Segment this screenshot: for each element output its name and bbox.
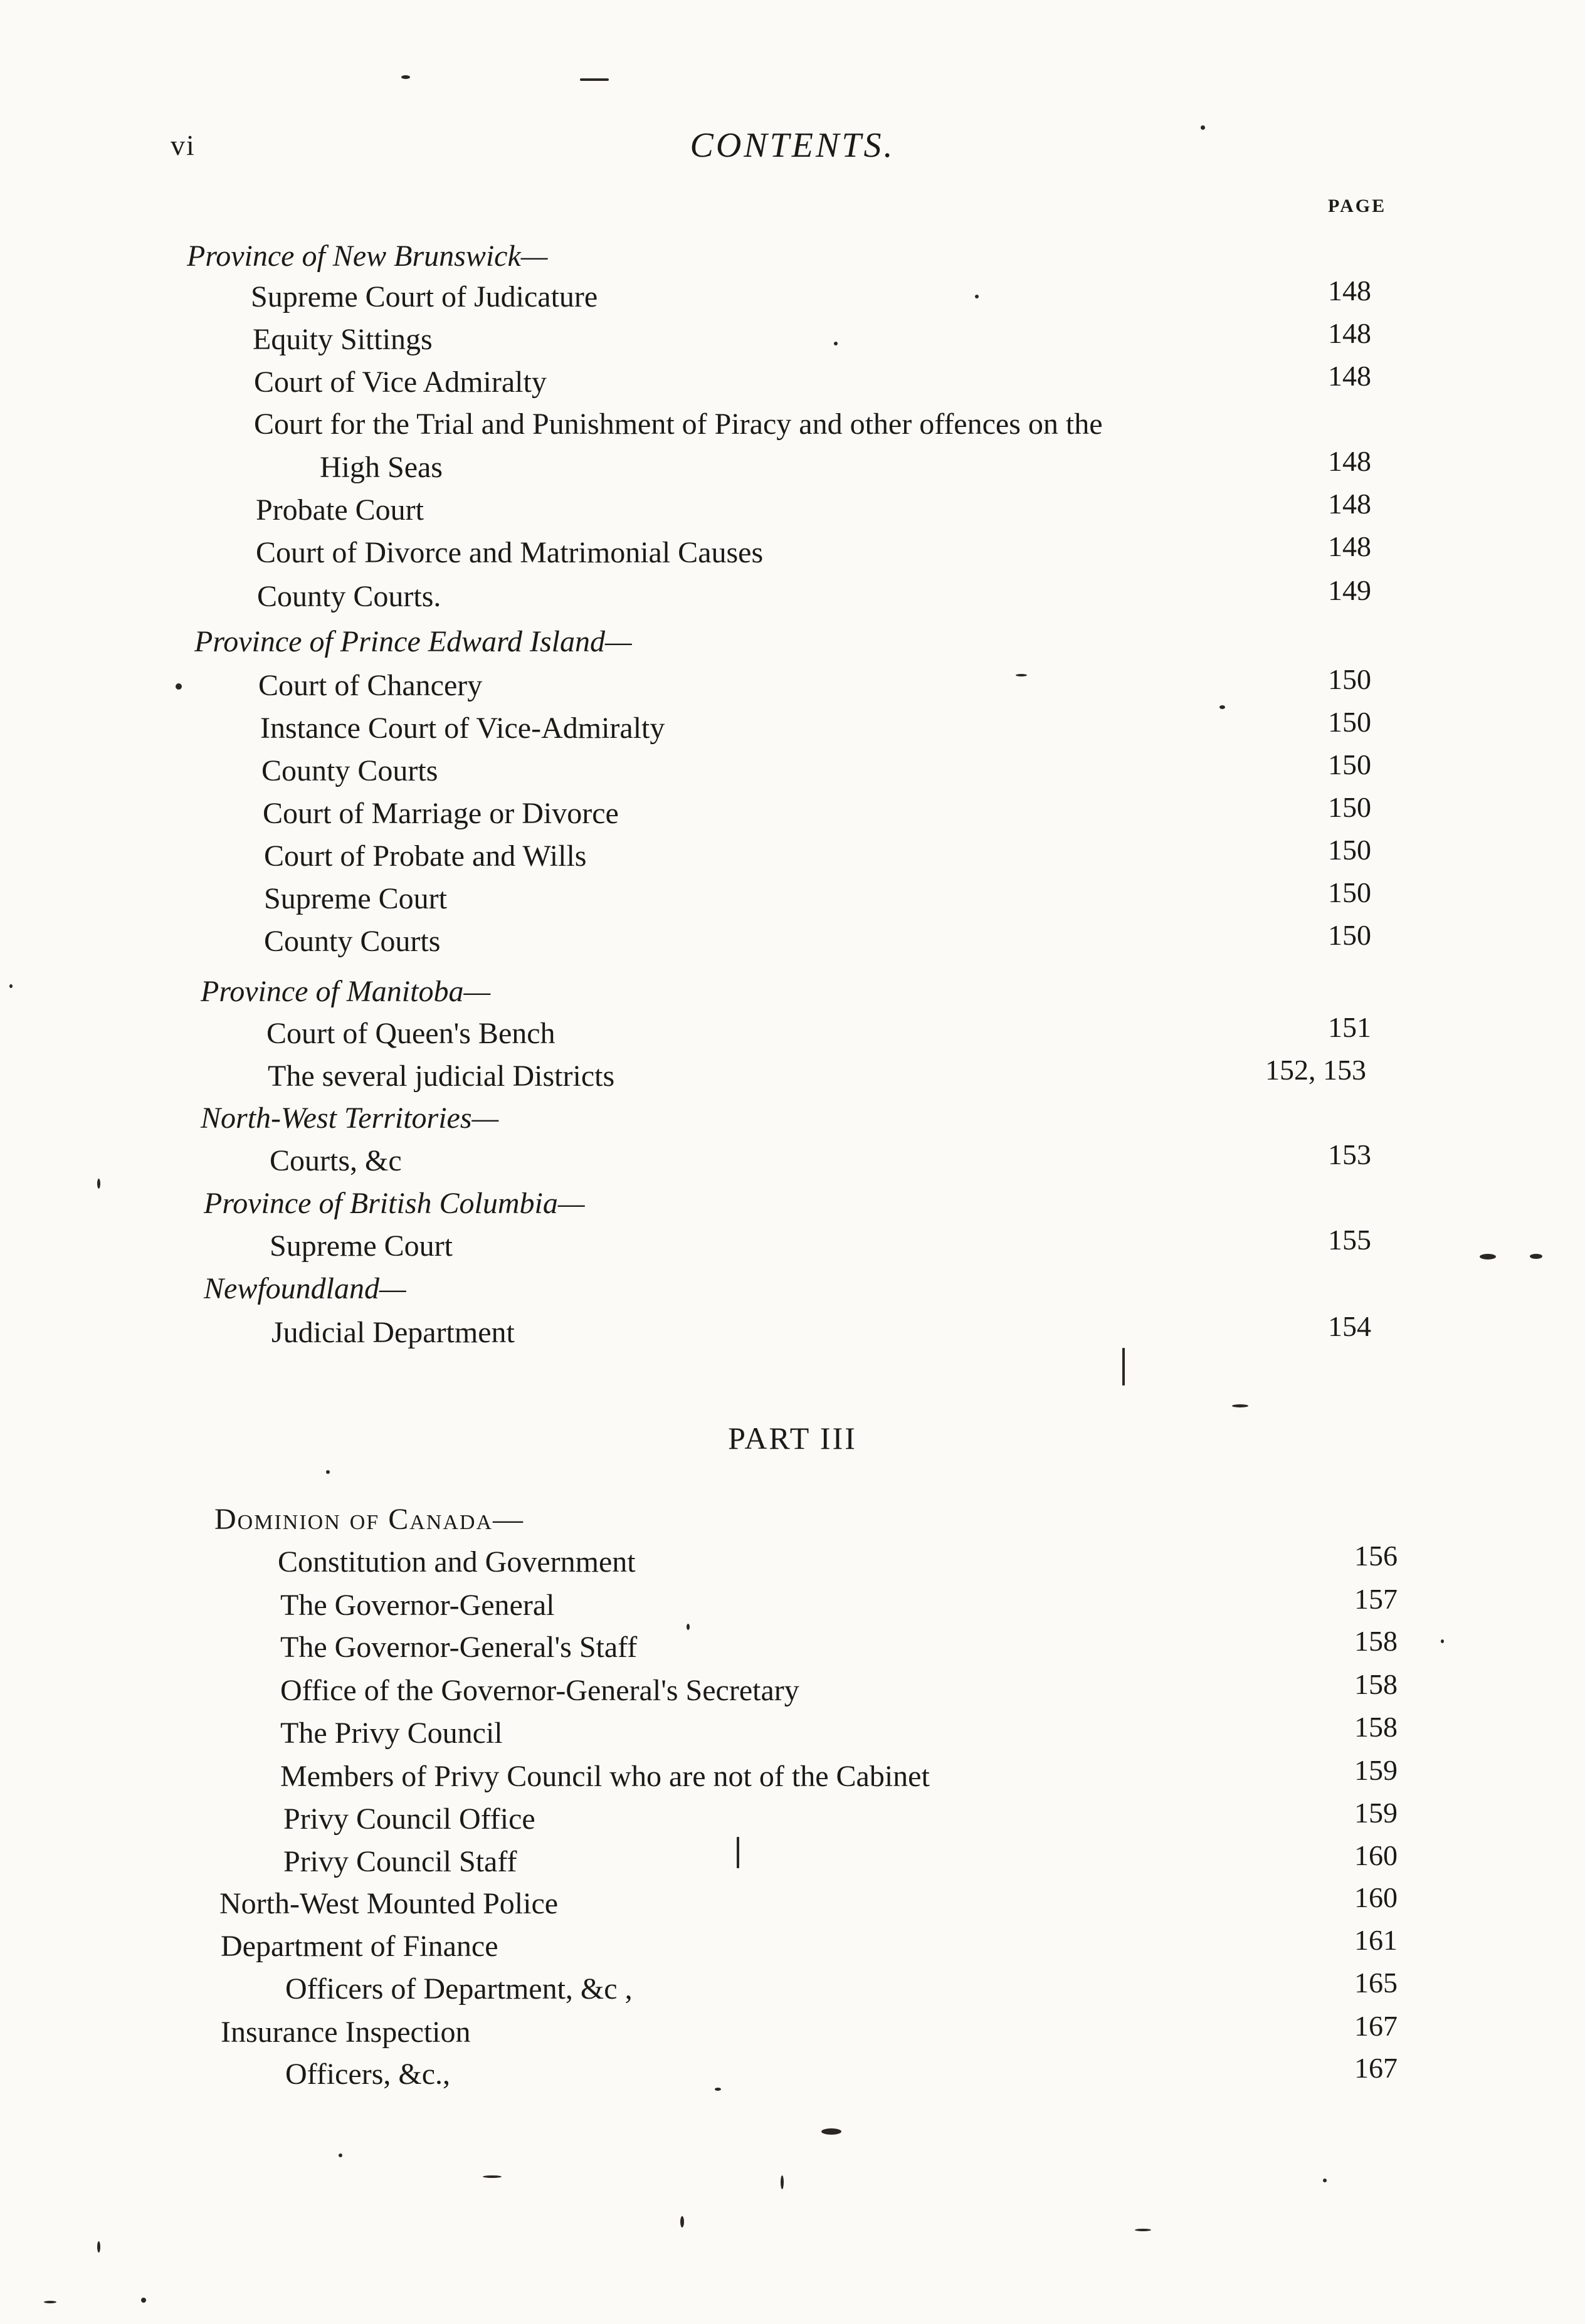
part-title: PART III bbox=[728, 1421, 857, 1456]
toc-entry bbox=[0, 1669, 1585, 1712]
toc-entry bbox=[0, 1841, 1585, 1883]
entry-page-number: 150 bbox=[1328, 834, 1371, 866]
entry-title: Members of Privy Council who are not of the Cabinet bbox=[280, 1760, 930, 1793]
entry-title: Courts, &c bbox=[270, 1144, 402, 1177]
entry-page-number: 161 bbox=[1354, 1924, 1398, 1956]
entry-title: Court of Vice Admiralty bbox=[254, 365, 547, 399]
entry-page-number: 156 bbox=[1354, 1540, 1398, 1572]
entry-page-number: 158 bbox=[1354, 1625, 1398, 1657]
entry-title: North-West Territories— bbox=[201, 1102, 499, 1135]
entry-title: Equity Sittings bbox=[253, 323, 433, 356]
toc-entry bbox=[0, 1883, 1585, 1925]
entry-page-number: 159 bbox=[1354, 1797, 1398, 1829]
entry-title: Supreme Court of Judicature bbox=[251, 280, 598, 313]
toc-entry bbox=[0, 403, 1585, 446]
entry-title: County Courts bbox=[261, 754, 438, 787]
entry-title: North-West Mounted Police bbox=[219, 1887, 559, 1920]
page-column-label: PAGE bbox=[1328, 196, 1387, 216]
entry-page-number: 148 bbox=[1328, 275, 1371, 307]
entry-title: Privy Council Staff bbox=[283, 1845, 517, 1878]
entry-page-number: 150 bbox=[1328, 706, 1371, 738]
entry-title: Province of Prince Edward Island— bbox=[194, 625, 632, 658]
entry-page-number: 149 bbox=[1328, 574, 1371, 606]
entry-title: The Governor-General's Staff bbox=[280, 1631, 638, 1664]
entry-title: Constitution and Government bbox=[278, 1545, 636, 1579]
section-heading bbox=[0, 621, 1585, 663]
entry-title: Instance Court of Vice-Admiralty bbox=[260, 712, 665, 745]
entry-title: Court of Chancery bbox=[258, 669, 483, 702]
entry-page-number: 150 bbox=[1328, 791, 1371, 823]
entry-title: Privy Council Office bbox=[283, 1802, 535, 1836]
entry-title: The several judicial Districts bbox=[268, 1059, 615, 1093]
entry-title: Court of Probate and Wills bbox=[264, 839, 587, 873]
toc-entry bbox=[0, 361, 1585, 404]
entry-title: Dominion of Canada— bbox=[214, 1503, 525, 1536]
toc-entry bbox=[0, 576, 1585, 618]
entry-page-number: 148 bbox=[1328, 530, 1371, 562]
entry-title: Newfoundland— bbox=[204, 1272, 406, 1305]
entry-page-number: 151 bbox=[1328, 1011, 1371, 1043]
entry-title: Supreme Court bbox=[270, 1229, 453, 1263]
toc-entry bbox=[0, 1626, 1585, 1669]
toc-entry bbox=[0, 1712, 1585, 1755]
entry-page-number: 167 bbox=[1354, 2010, 1398, 2042]
entry-page-number: 148 bbox=[1328, 488, 1371, 520]
entry-title: The Governor-General bbox=[280, 1589, 555, 1622]
entry-title: Court for the Trial and Punishment of Piracy and other offences on the bbox=[254, 407, 1103, 441]
entry-title: Probate Court bbox=[256, 493, 424, 527]
entry-title: Officers, &c., bbox=[285, 2058, 451, 2091]
entry-page-number: 148 bbox=[1328, 317, 1371, 349]
toc-entry bbox=[0, 532, 1585, 574]
entry-page-number: 150 bbox=[1328, 749, 1371, 781]
entry-title: County Courts. bbox=[257, 580, 441, 613]
entry-page-number: 160 bbox=[1354, 1881, 1398, 1913]
running-title: CONTENTS. bbox=[690, 126, 895, 165]
entry-page-number: 165 bbox=[1354, 1967, 1398, 1999]
entry-title: Office of the Governor-General's Secretary bbox=[280, 1674, 799, 1707]
toc-entry bbox=[0, 1225, 1585, 1268]
entry-title: Province of British Columbia— bbox=[204, 1187, 585, 1220]
entry-title: County Courts bbox=[264, 925, 441, 958]
entry-page-number: 153 bbox=[1328, 1138, 1371, 1170]
toc-entry bbox=[0, 1798, 1585, 1841]
entry-title: Court of Divorce and Matrimonial Causes bbox=[256, 536, 764, 569]
entry-title: Judicial Department bbox=[271, 1316, 515, 1349]
entry-page-number: 157 bbox=[1354, 1583, 1398, 1615]
toc-entry bbox=[0, 2053, 1585, 2096]
entry-page-number: 158 bbox=[1354, 1668, 1398, 1700]
entry-title: Province of Manitoba— bbox=[201, 975, 491, 1008]
entry-title: Insurance Inspection bbox=[221, 2016, 471, 2049]
entry-page-number: 167 bbox=[1354, 2052, 1398, 2084]
entry-title: Supreme Court bbox=[264, 882, 447, 915]
entry-page-number: 150 bbox=[1328, 919, 1371, 951]
toc-entry bbox=[0, 1055, 1585, 1098]
page-folio: vi bbox=[171, 129, 196, 161]
entry-title: Department of Finance bbox=[221, 1930, 498, 1963]
entry-page-number: 148 bbox=[1328, 445, 1371, 477]
entry-page-number: 158 bbox=[1354, 1711, 1398, 1743]
entry-page-number: 155 bbox=[1328, 1224, 1371, 1256]
section-heading bbox=[0, 1498, 1585, 1541]
entry-page-number: 159 bbox=[1354, 1754, 1398, 1786]
toc-entry bbox=[0, 1755, 1585, 1798]
toc-entry bbox=[0, 2011, 1585, 2054]
toc-entry bbox=[0, 1140, 1585, 1182]
entry-page-number: 148 bbox=[1328, 360, 1371, 392]
toc-entry bbox=[0, 1925, 1585, 1968]
entry-title: Province of New Brunswick— bbox=[187, 239, 548, 273]
entry-page-number: 154 bbox=[1328, 1310, 1371, 1342]
entry-title: The Privy Council bbox=[280, 1717, 503, 1750]
entry-title: Court of Queen's Bench bbox=[266, 1017, 556, 1050]
entry-title: Officers of Department, &c , bbox=[285, 1972, 633, 2006]
toc-entry bbox=[0, 1312, 1585, 1354]
entry-page-number: 160 bbox=[1354, 1839, 1398, 1871]
toc-entry bbox=[0, 1968, 1585, 2011]
entry-page-number: 150 bbox=[1328, 876, 1371, 908]
entry-title: High Seas bbox=[320, 451, 443, 484]
entry-page-number: 150 bbox=[1328, 663, 1371, 695]
toc-entry bbox=[0, 920, 1585, 963]
section-heading bbox=[0, 1268, 1585, 1310]
toc-entry bbox=[0, 1584, 1585, 1627]
toc-entry bbox=[0, 1541, 1585, 1584]
entry-title: Court of Marriage or Divorce bbox=[263, 797, 619, 830]
entry-page-number: 152, 153 bbox=[1265, 1054, 1366, 1086]
